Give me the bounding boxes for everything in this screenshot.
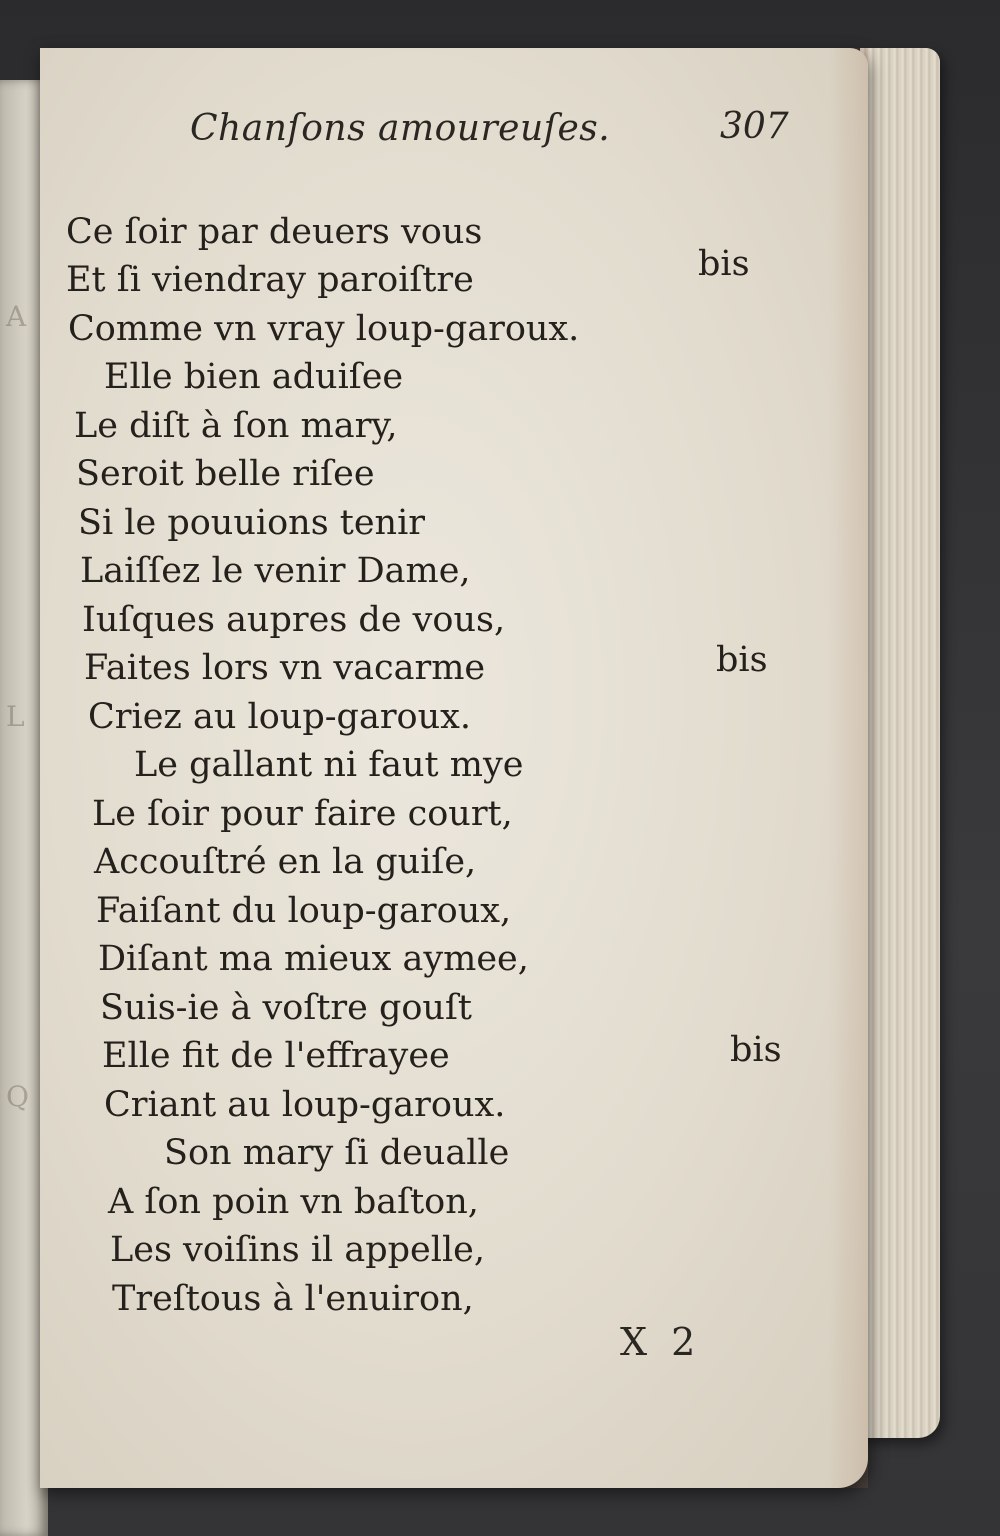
song-verse [40,208,868,1368]
verse-line: Et ſi viendray paroiſtre [66,260,474,300]
facing-page-text-fragment: A [6,300,27,333]
verse-line: Ce ſoir par deuers vous [66,212,483,252]
verse-line: A ſon poin vn baſton, [108,1182,479,1222]
book-page [40,48,868,1488]
refrain-mark: bis [698,244,750,284]
refrain-mark: bis [730,1030,782,1070]
book-page-edges [860,48,940,1438]
verse-line: Iuſques aupres de vous, [82,600,506,640]
verse-line: Treſtous à l'enuiron, [112,1279,474,1319]
verse-line: Faites lors vn vacarme [84,648,486,688]
signature-mark: X 2 [620,1320,702,1364]
facing-page-text-fragment: L [6,700,25,733]
page-number: 307 [720,106,789,147]
verse-line: Son mary ſi deualle [164,1133,510,1173]
verse-line: Criant au loup-garoux. [104,1085,506,1125]
verse-line: Diſant ma mieux aymee, [98,939,529,979]
running-title: Chanſons amoureuſes. [190,108,611,149]
verse-line: Accouſtré en la guiſe, [94,842,477,882]
refrain-mark: bis [716,640,768,680]
verse-line: Le ſoir pour faire court, [92,794,513,834]
verse-line: Seroit belle riſee [76,454,375,494]
page-header [190,108,790,168]
verse-line: Le diſt à ſon mary, [74,406,398,446]
verse-line: Si le pouuions tenir [78,503,426,543]
verse-line: Comme vn vray loup-garoux. [68,309,580,349]
verse-line: Laiſſez le venir Dame, [80,551,471,591]
verse-line: Elle fit de l'effrayee [102,1036,450,1076]
verse-line: Le gallant ni faut mye [134,745,524,785]
verse-line: Suis-ie à voſtre gouſt [100,988,472,1028]
verse-line: Criez au loup-garoux. [88,697,472,737]
facing-page-text-fragment: Q [6,1080,29,1113]
verse-line: Les voiſins il appelle, [110,1230,485,1270]
verse-line: Elle bien aduiſee [104,357,404,397]
verse-line: Faiſant du loup-garoux, [96,891,512,931]
